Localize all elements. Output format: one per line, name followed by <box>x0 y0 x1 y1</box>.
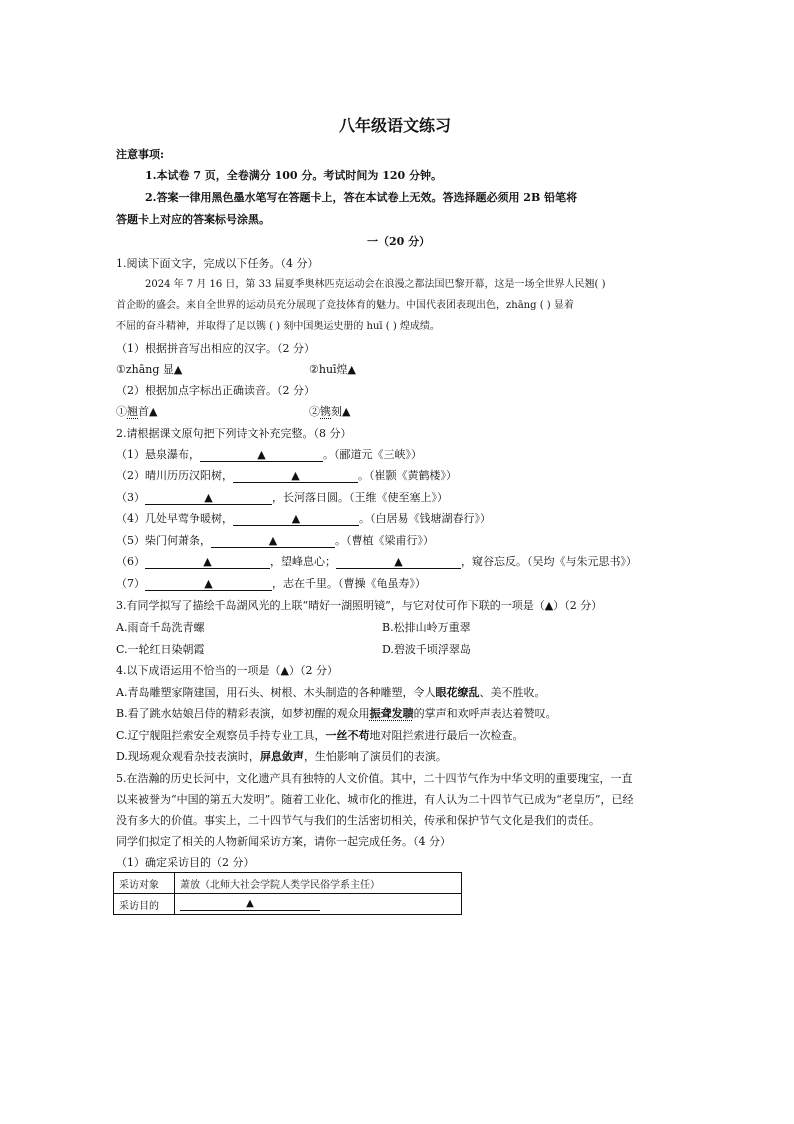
q2-line-5: （5）柴门何萧条， ▲ 。（曹植《梁甫行》） <box>116 534 434 547</box>
q4-option-d[interactable]: D.现场观众观看杂技表演时，屏息敛声，生怕影响了演员们的表演。 <box>116 750 447 763</box>
q3-stem: 3.有同学拟写了描绘千岛湖风光的上联“晴好一湖照明镜”，与它对仗可作下联的一项是（▲）（2 分） <box>116 599 603 612</box>
q5-task-line: 同学们拟定了相关的人物新闻采访方案，请你一起完成任务。（4 分） <box>116 835 451 848</box>
answer-blank[interactable]: ▲ <box>211 534 335 548</box>
table-cell-label: 采访对象 <box>114 873 175 894</box>
q1-sub2: （2）根据加点字标出正确读音。（2 分） <box>116 384 315 397</box>
q5-passage-line-3: 没有多大的价值。事实上，二十四节气与我们的生活密切相关，传承和保护节气文化是我们的责任。 <box>116 814 600 827</box>
section-heading: 一（20 分） <box>367 235 431 248</box>
q1-sub1-a: ①zhāng 显▲ <box>116 363 183 376</box>
answer-blank[interactable]: ▲ <box>336 555 461 569</box>
notice-item-2a: 2.答案一律用黑色墨水笔写在答题卡上，答在本试卷上无效。答选择题必须用 2B 铅笔将 <box>145 191 578 204</box>
answer-blank[interactable]: ▲ <box>145 491 272 505</box>
q4-option-b[interactable]: B.看了跳水姑娘吕侍的精彩表演，如梦初醒的观众用振聋发聩的掌声和欢呼声表达着赞叹。 <box>116 707 557 720</box>
q5-passage-line-1: 5.在浩瀚的历史长河中，文化遗产具有独特的人文价值。其中，二十四节气作为中华文明的重要瑰宝，一直 <box>116 772 633 785</box>
answer-blank[interactable]: ▲ <box>180 897 320 911</box>
q1-passage-line-3: 不屈的奋斗精神，并取得了足以镌 ( ) 刻中国奥运史册的 huī ( ) 煌成绩。 <box>116 321 440 332</box>
table-cell-value: 萧放（北师大社会学院人类学民俗学系主任） <box>175 873 462 894</box>
q1-passage-line-2: 首企盼的盛会。来自全世界的运动员充分展现了竞技体育的魅力。中国代表团表现出色，zhāng ( ) 显着 <box>116 300 574 311</box>
table-row <box>114 873 462 894</box>
table-row <box>114 894 462 915</box>
q4-option-a[interactable]: A.青岛雕塑家隋建国，用石头、树根、木头制造的各种雕塑，令人眼花缭乱、美不胜收。 <box>116 686 546 699</box>
page-title: 八年级语文练习 <box>339 116 452 135</box>
q1-sub2-a: ①翘首▲ <box>116 405 158 418</box>
q5-sub1: （1）确定采访目的（2 分） <box>116 856 255 869</box>
answer-blank[interactable]: ▲ <box>200 448 323 462</box>
answer-blank[interactable]: ▲ <box>145 577 272 591</box>
q3-option-c[interactable]: C.一轮红日染朝霞 <box>116 643 205 656</box>
q1-sub2-b: ②镌刻▲ <box>309 405 351 418</box>
table-cell-answer[interactable] <box>175 894 462 915</box>
q3-option-a[interactable]: A.雨奇千岛洗青螺 <box>116 621 205 634</box>
q5-passage-line-2: 以来被誉为“中国的第五大发明”。随着工业化、城市化的推进，有人认为二十四节气已成为“老皇历”，已经 <box>116 793 634 806</box>
q1-passage-line-1: 2024 年 7 月 16 日，第 33 届夏季奥林匹克运动会在浪漫之都法国巴黎开幕，这是一场全世界人民翘( ) <box>145 279 606 290</box>
q2-line-7: （7） ▲ ，志在千里。（曹操《龟虽寿》） <box>116 577 426 590</box>
q2-line-3: （3） ▲ ，长河落日圆。（王维《使至塞上》） <box>116 491 448 504</box>
q2-line-1: （1）悬泉瀑布， ▲ 。（郦道元《三峡》） <box>116 448 422 461</box>
q3-option-b[interactable]: B.松排山岭万重翠 <box>382 621 471 634</box>
q2-line-2: （2）晴川历历汉阳树， ▲ 。（崔颢《黄鹤楼》） <box>116 469 457 482</box>
answer-blank[interactable]: ▲ <box>233 512 359 526</box>
notice-heading: 注意事项: <box>116 148 165 161</box>
q2-line-6: （6） ▲ ，望峰息心； ▲ ，窥谷忘反。（吴均《与朱元思书》） <box>116 555 637 568</box>
q1-sub1-b: ②huī煌▲ <box>309 363 357 376</box>
q2-stem: 2.请根据课文原句把下列诗文补充完整。（8 分） <box>116 427 352 440</box>
q4-option-c[interactable]: C.辽宁舰阻拦索安全观察员手持专业工具，一丝不苟地对阻拦索进行最后一次检查。 <box>116 729 524 742</box>
q4-stem: 4.以下成语运用不恰当的一项是（▲）（2 分） <box>116 664 338 677</box>
answer-blank[interactable]: ▲ <box>233 469 358 483</box>
answer-blank[interactable]: ▲ <box>145 555 270 569</box>
q2-line-4: （4）几处早莺争暖树， ▲ 。（白居易《钱塘湖春行》） <box>116 512 491 525</box>
q3-option-d[interactable]: D.碧波千顷浮翠岛 <box>382 643 471 656</box>
interview-plan-table <box>113 872 462 915</box>
table-cell-label: 采访目的 <box>114 894 175 915</box>
notice-item-1: 1.本试卷 7 页，全卷满分 100 分。考试时间为 120 分钟。 <box>145 169 443 182</box>
notice-item-2b: 答题卡上对应的答案标号涂黑。 <box>116 213 270 226</box>
q1-stem: 1.阅读下面文字，完成以下任务。（4 分） <box>116 257 319 270</box>
q1-sub1: （1）根据拼音写出相应的汉字。（2 分） <box>116 342 315 355</box>
